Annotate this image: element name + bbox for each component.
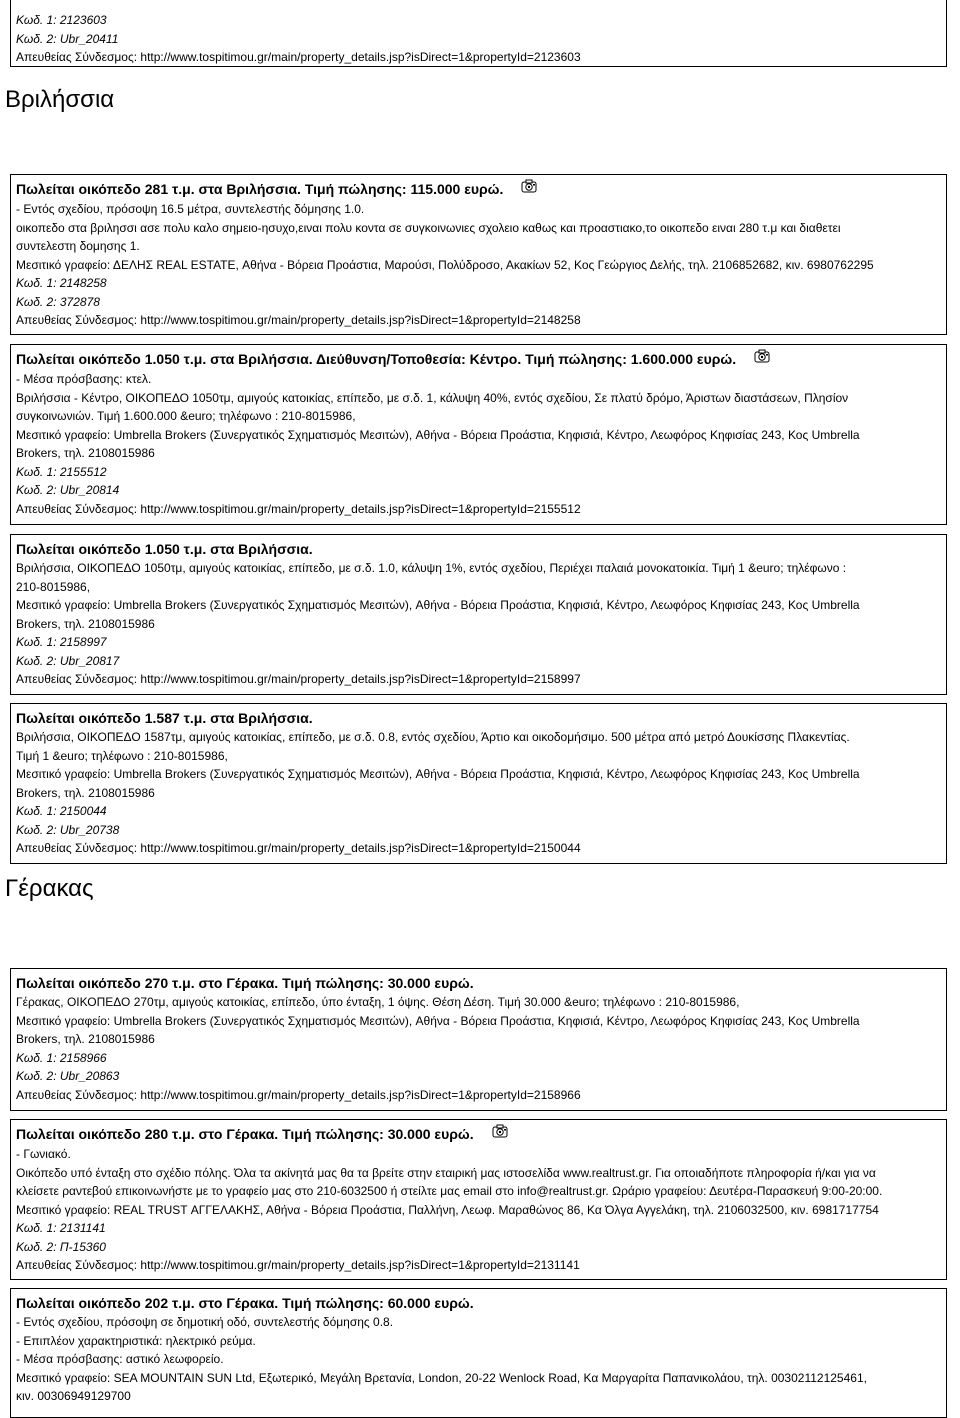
agency-info: Μεσιτικό γραφείο: Umbrella Brokers (Συνεργατικός Σχηματισμός Μεσιτών), Αθήνα - Βόρεια Προάστια, Κηφισιά, Κέντρο, Λεωφόρος Κηφισίας 243, Κος Umbrella <box>16 1013 860 1028</box>
code-1: Κωδ. 1: 2158997 <box>16 635 107 649</box>
agency-info: Brokers, τηλ. 2108015986 <box>16 1032 155 1046</box>
listing-title[interactable]: Πωλείται οικόπεδο 1.050 τ.μ. στα Βριλήσσια. <box>16 541 313 557</box>
direct-link[interactable]: Απευθείας Σύνδεσμος: http://www.tospitimou.gr/main/property_details.jsp?isDirect=1&propertyId=2131141 <box>16 1258 580 1273</box>
listing-title[interactable]: Πωλείται οικόπεδο 270 τ.μ. στο Γέρακα. Τιμή πώλησης: 30.000 ευρώ. <box>16 975 474 991</box>
listing-title[interactable]: Πωλείται οικόπεδο 280 τ.μ. στο Γέρακα. Τιμή πώλησης: 30.000 ευρώ. <box>16 1124 942 1145</box>
code-1: Κωδ. 1: 2158966 <box>16 1050 107 1065</box>
direct-link[interactable]: Απευθείας Σύνδεσμος: http://www.tospitimou.gr/main/property_details.jsp?isDirect=1&propertyId=2158997 <box>16 672 581 686</box>
listing-description: κλείσετε ραντεβού επικοινωνήστε με το γραφείο μας στο 210-6032500 ή στείλτε μας email στο info@realtrust.gr. Ωράριο γραφείου: Δευτέρα-Παρασκευή 9:00-20:00. <box>16 1184 883 1199</box>
listing-card <box>10 1288 947 1418</box>
listing-description: συντελεστη δομησης 1. <box>16 239 140 254</box>
section-heading-gerakas: Γέρακας <box>5 875 94 902</box>
agency-info: Μεσιτικό γραφείο: REAL TRUST ΑΓΓΕΛΑΚΗΣ, Αθήνα - Βόρεια Προάστια, Παλλήνη, Λεωφ. Μαραθώνος 86, Κα Όλγα Αγγελάκη, τηλ. 2106032500, κιν. 6981717754 <box>16 1202 879 1217</box>
listing-title[interactable]: Πωλείται οικόπεδο 1.050 τ.μ. στα Βριλήσσια. Διεύθυνση/Τοποθεσία: Κέντρο. Τιμή πώλησης: 1.600.000 ευρώ. <box>16 349 942 370</box>
listing-description: 210-8015986, <box>16 579 91 594</box>
listing-detail: - Εντός σχεδίου, πρόσοψη 16.5 μέτρα, συντελεστής δόμησης 1.0. <box>16 202 365 217</box>
code-1: Κωδ. 1: 2155512 <box>16 464 107 479</box>
camera-icon <box>754 348 770 368</box>
code-2: Κωδ. 2: Ubr_20863 <box>16 1069 120 1083</box>
direct-link[interactable]: Απευθείας Σύνδεσμος: http://www.tospitimou.gr/main/property_details.jsp?isDirect=1&propertyId=2123603 <box>16 50 581 64</box>
listing-detail: - Γωνιακό. <box>16 1147 71 1162</box>
listing-title[interactable]: Πωλείται οικόπεδο 202 τ.μ. στο Γέρακα. Τιμή πώλησης: 60.000 ευρώ. <box>16 1295 474 1311</box>
listing-description: συγκοινωνιών. Τιμή 1.600.000 &euro; τηλέφωνο : 210-8015986, <box>16 409 356 424</box>
direct-link[interactable]: Απευθείας Σύνδεσμος: http://www.tospitimou.gr/main/property_details.jsp?isDirect=1&propertyId=2148258 <box>16 313 581 328</box>
agency-info: Μεσιτικό γραφείο: Umbrella Brokers (Συνεργατικός Σχηματισμός Μεσιτών), Αθήνα - Βόρεια Προάστια, Κηφισιά, Κέντρο, Λεωφόρος Κηφισίας 243, Κος Umbrella <box>16 427 860 442</box>
listing-card <box>10 534 947 695</box>
listing-card <box>10 1119 947 1280</box>
agency-info: κιν. 00306949129700 <box>16 1389 131 1403</box>
section-heading-vrilissia: Βριλήσσια <box>5 86 115 113</box>
code-2: Κωδ. 2: 372878 <box>16 294 100 309</box>
listing-detail: - Επιπλέον χαρακτηριστικά: ηλεκτρικό ρεύμα. <box>16 1333 256 1348</box>
direct-link[interactable]: Απευθείας Σύνδεσμος: http://www.tospitimou.gr/main/property_details.jsp?isDirect=1&propertyId=2155512 <box>16 501 581 516</box>
listing-description: Βριλήσσια - Κέντρο, ΟΙΚΟΠΕΔΟ 1050τμ, αμιγούς κατοικίας, επίπεδο, με σ.δ. 1, κάλυψη 40%, εντός σχεδίου, Σε πλατύ δρόμο, Άριστων διαστάσεων, Πλησίον <box>16 390 849 405</box>
listing-title[interactable]: Πωλείται οικόπεδο 281 τ.μ. στα Βριλήσσια. Τιμή πώλησης: 115.000 ευρώ. <box>16 179 942 200</box>
listing-description: Οικόπεδο υπό ένταξη στο σχέδιο πόλης. Όλα τα ακίνητά μας θα τα βρείτε στην εταιρική μας ιστοσελίδα www.realtrust.gr. Για οποιαδήποτε πληροφορία ή/και για να <box>16 1165 876 1180</box>
code-2: Κωδ. 2: Ubr_20817 <box>16 653 120 668</box>
agency-info: Μεσιτικό γραφείο: ΔΕΛΗΣ REAL ESTATE, Αθήνα - Βόρεια Προάστια, Μαρούσι, Πολύδροσο, Ακακίων 52, Κος Γεώργιος Δελής, τηλ. 2106852682, κιν. 6980762295 <box>16 257 874 272</box>
listing-description: Βριλήσσια, ΟΙΚΟΠΕΔΟ 1050τμ, αμιγούς κατοικίας, επίπεδο, με σ.δ. 1.0, κάλυψη 1%, εντός σχεδίου, Περιέχει παλαιά μονοκατοικία. Τιμή 1 &euro; τηλέφωνο : <box>16 561 847 575</box>
listing-description: Βριλήσσια, ΟΙΚΟΠΕΔΟ 1587τμ, αμιγούς κατοικίας, επίπεδο, με σ.δ. 0.8, εντός σχεδίου, Άρτιο και οικοδομήσιμο. 500 μέτρα από μετρό Δουκίσσης Πλακεντίας. <box>16 730 850 744</box>
listing-title[interactable]: Πωλείται οικόπεδο 1.587 τ.μ. στα Βριλήσσια. <box>16 710 313 726</box>
code-2: Κωδ. 2: Ubr_20814 <box>16 483 120 498</box>
listing-card <box>10 968 947 1111</box>
code-1: Κωδ. 1: 2148258 <box>16 276 107 291</box>
listing-card-top <box>10 0 947 67</box>
code-1: Κωδ. 1: 2150044 <box>16 804 107 818</box>
camera-icon <box>521 178 537 198</box>
listing-description: Τιμή 1 &euro; τηλέφωνο : 210-8015986, <box>16 748 228 763</box>
code-2: Κωδ. 2: Ubr_20738 <box>16 822 120 837</box>
agency-info: Brokers, τηλ. 2108015986 <box>16 785 155 800</box>
listing-description: Γέρακας, ΟΙΚΟΠΕΔΟ 270τμ, αμιγούς κατοικίας, επίπεδο, ύπο ένταξη, 1 όψης. Θέση Δέση. Τιμή 30.000 &euro; τηλέφωνο : 210-8015986, <box>16 995 740 1009</box>
code-1: Κωδ. 1: 2131141 <box>16 1221 106 1236</box>
code-1: Κωδ. 1: 2123603 <box>16 13 107 27</box>
agency-info: Brokers, τηλ. 2108015986 <box>16 616 155 631</box>
listing-card <box>10 344 947 525</box>
listing-card <box>10 703 947 864</box>
camera-icon <box>492 1123 508 1143</box>
agency-info: Μεσιτικό γραφείο: Umbrella Brokers (Συνεργατικός Σχηματισμός Μεσιτών), Αθήνα - Βόρεια Προάστια, Κηφισιά, Κέντρο, Λεωφόρος Κηφισίας 243, Κος Umbrella <box>16 767 860 781</box>
direct-link[interactable]: Απευθείας Σύνδεσμος: http://www.tospitimou.gr/main/property_details.jsp?isDirect=1&propertyId=2158966 <box>16 1087 581 1102</box>
listing-card <box>10 174 947 335</box>
listing-detail: - Μέσα πρόσβασης: αστικό λεωφορείο. <box>16 1352 224 1366</box>
listing-detail: - Μέσα πρόσβασης: κτελ. <box>16 372 152 387</box>
agency-info: Μεσιτικό γραφείο: Umbrella Brokers (Συνεργατικός Σχηματισμός Μεσιτών), Αθήνα - Βόρεια Προάστια, Κηφισιά, Κέντρο, Λεωφόρος Κηφισίας 243, Κος Umbrella <box>16 598 860 612</box>
agency-info: Μεσιτικό γραφείο: SEA MOUNTAIN SUN Ltd, Εξωτερικό, Μεγάλη Βρετανία, London, 20-22 Wenlock Road, Κα Μαργαρίτα Παπανικολάου, τηλ. 00302112125461, <box>16 1370 867 1385</box>
listing-description: οικοπεδο στα βριλησσι ασε πολυ καλο σημειο-ησυχο,ειναι πολυ κοντα σε συγκοινωνιες σχολειο καθως και προαστιακο,το οικοπεδο ειναι 280 τ.μ και διαθετει <box>16 220 841 235</box>
code-2: Κωδ. 2: Π-15360 <box>16 1239 106 1254</box>
agency-info: Brokers, τηλ. 2108015986 <box>16 446 155 461</box>
listing-detail: - Εντός σχεδίου, πρόσοψη σε δημοτική οδό, συντελεστής δόμησης 0.8. <box>16 1315 394 1329</box>
code-2: Κωδ. 2: Ubr_20411 <box>16 31 119 46</box>
direct-link[interactable]: Απευθείας Σύνδεσμος: http://www.tospitimou.gr/main/property_details.jsp?isDirect=1&propertyId=2150044 <box>16 841 581 855</box>
